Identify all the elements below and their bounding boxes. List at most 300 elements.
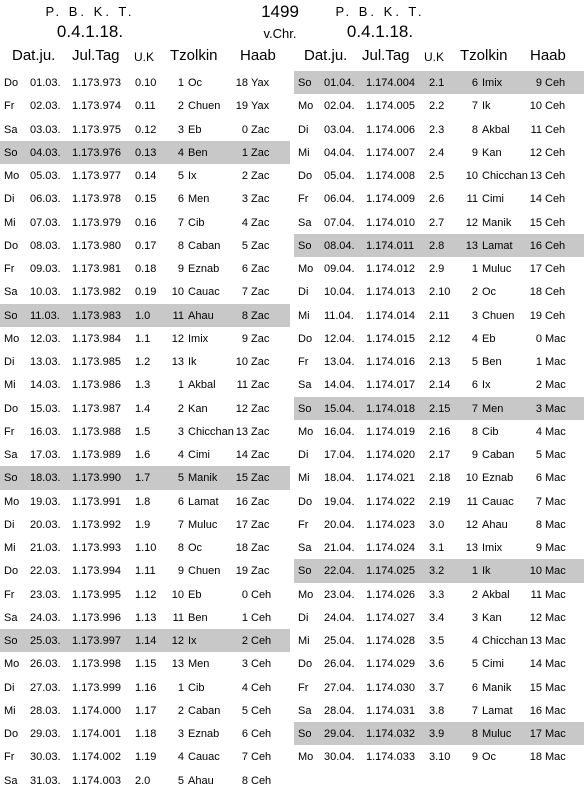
julian-day-cell: 1.174.007 bbox=[366, 146, 415, 159]
weekday-cell: Di bbox=[298, 286, 309, 299]
tzolkin-number-cell: 1 bbox=[471, 565, 478, 578]
julian-day-cell: 1.173.981 bbox=[72, 263, 121, 275]
haab-month-cell: Ceh bbox=[251, 751, 272, 764]
julian-day-cell: 1.173.996 bbox=[72, 611, 121, 624]
table-row bbox=[0, 559, 290, 582]
date-cell: 03.04. bbox=[324, 123, 355, 136]
date-cell: 26.04. bbox=[324, 658, 355, 671]
haab-number-cell: 2 bbox=[241, 170, 248, 182]
julian-day-cell: 1.173.973 bbox=[72, 77, 121, 89]
table-row bbox=[0, 699, 290, 722]
tzolkin-number-cell: 12 bbox=[171, 332, 184, 345]
uk-cell: 2.0 bbox=[135, 774, 151, 787]
tzolkin-number-cell: 3 bbox=[177, 425, 184, 438]
tzolkin-name-cell: Akbal bbox=[482, 588, 510, 601]
julian-day-cell: 1.174.028 bbox=[366, 635, 415, 647]
uk-cell: 0.14 bbox=[135, 170, 157, 182]
uk-cell: 1.9 bbox=[135, 518, 151, 531]
table-row bbox=[294, 443, 584, 466]
haab-number-cell: 8 bbox=[535, 518, 542, 531]
haab-month-cell: Mac bbox=[545, 449, 566, 461]
weekday-cell: So bbox=[298, 402, 312, 415]
weekday-cell: Sa bbox=[4, 611, 18, 624]
weekday-cell: Mo bbox=[298, 425, 314, 438]
table-row bbox=[0, 652, 290, 675]
uk-cell: 2.3 bbox=[429, 123, 445, 136]
date-cell: 20.04. bbox=[324, 518, 355, 531]
haab-number-cell: 6 bbox=[241, 263, 248, 275]
date-cell: 23.03. bbox=[30, 588, 61, 601]
julian-day-cell: 1.173.994 bbox=[72, 565, 121, 578]
date-cell: 01.04. bbox=[324, 77, 355, 89]
weekday-cell: So bbox=[4, 146, 18, 159]
haab-number-cell: 14 bbox=[235, 449, 248, 461]
tzolkin-number-cell: 1 bbox=[471, 263, 478, 275]
tzolkin-name-cell: Oc bbox=[482, 751, 497, 764]
table-row bbox=[294, 397, 584, 420]
tzolkin-number-cell: 7 bbox=[471, 704, 478, 717]
weekday-cell: Di bbox=[4, 518, 15, 531]
tzolkin-name-cell: Cauac bbox=[482, 495, 514, 508]
tzolkin-number-cell: 2 bbox=[177, 100, 184, 113]
haab-number-cell: 14 bbox=[529, 193, 542, 206]
uk-cell: 2.5 bbox=[429, 170, 445, 182]
weekday-cell: Fr bbox=[298, 681, 309, 694]
haab-month-cell: Ceh bbox=[251, 588, 272, 601]
haab-month-cell: Ceh bbox=[545, 193, 566, 206]
uk-cell: 2.14 bbox=[429, 379, 451, 392]
weekday-cell: Sa bbox=[4, 774, 18, 787]
tzolkin-number-cell: 12 bbox=[465, 216, 478, 229]
julian-day-cell: 1.174.010 bbox=[366, 216, 415, 229]
tzolkin-number-cell: 9 bbox=[471, 449, 478, 461]
haab-month-cell: Ceh bbox=[251, 611, 272, 624]
haab-month-cell: Zac bbox=[251, 425, 270, 438]
haab-number-cell: 8 bbox=[241, 309, 248, 322]
date-cell: 08.04. bbox=[324, 239, 355, 252]
julian-day-cell: 1.173.979 bbox=[72, 216, 121, 229]
julian-day-cell: 1.173.989 bbox=[72, 449, 121, 461]
haab-month-cell: Mac bbox=[545, 379, 566, 392]
tzolkin-name-cell: Men bbox=[482, 402, 504, 415]
weekday-cell: Fr bbox=[298, 193, 309, 206]
date-cell: 14.03. bbox=[30, 379, 61, 392]
tzolkin-number-cell: 3 bbox=[471, 309, 478, 322]
haab-month-cell: Mac bbox=[545, 658, 566, 671]
weekday-cell: Mi bbox=[4, 542, 16, 554]
haab-month-cell: Ceh bbox=[545, 146, 566, 159]
weekday-cell: Do bbox=[298, 495, 313, 508]
table-row bbox=[0, 304, 290, 327]
uk-cell: 0.11 bbox=[135, 100, 156, 113]
haab-number-cell: 18 bbox=[235, 77, 248, 89]
uk-cell: 1.4 bbox=[135, 402, 151, 415]
table-row bbox=[0, 722, 290, 745]
tzolkin-number-cell: 6 bbox=[471, 681, 478, 694]
date-cell: 10.03. bbox=[30, 286, 61, 299]
date-cell: 02.04. bbox=[324, 100, 355, 113]
tzolkin-name-cell: Manik bbox=[482, 681, 512, 694]
date-cell: 17.04. bbox=[324, 449, 355, 461]
table-row bbox=[0, 257, 290, 280]
uk-cell: 1.13 bbox=[135, 611, 157, 624]
tzolkin-name-cell: Ben bbox=[482, 356, 502, 368]
haab-month-cell: Zac bbox=[251, 565, 270, 578]
uk-cell: 1.19 bbox=[135, 751, 157, 764]
tzolkin-name-cell: Ix bbox=[482, 379, 491, 392]
date-cell: 25.04. bbox=[324, 635, 355, 647]
julian-day-cell: 1.173.992 bbox=[72, 518, 121, 531]
date-cell: 14.04. bbox=[324, 379, 355, 392]
uk-cell: 3.4 bbox=[429, 611, 445, 624]
haab-month-cell: Zac bbox=[251, 239, 270, 252]
haab-number-cell: 18 bbox=[529, 286, 542, 299]
tzolkin-name-cell: Chicchan bbox=[482, 170, 528, 182]
table-row bbox=[294, 373, 584, 396]
haab-number-cell: 4 bbox=[241, 681, 248, 694]
tzolkin-name-cell: Muluc bbox=[482, 263, 512, 275]
weekday-cell: Mi bbox=[4, 704, 16, 717]
tzolkin-name-cell: Men bbox=[188, 193, 210, 206]
haab-month-cell: Zac bbox=[251, 472, 270, 485]
julian-day-cell: 1.174.011 bbox=[366, 239, 415, 252]
julian-day-cell: 1.173.985 bbox=[72, 356, 121, 368]
weekday-cell: Di bbox=[4, 356, 15, 368]
haab-number-cell: 17 bbox=[235, 518, 248, 531]
haab-month-cell: Zac bbox=[251, 402, 270, 415]
tzolkin-number-cell: 5 bbox=[177, 170, 184, 182]
haab-month-cell: Zac bbox=[251, 170, 270, 182]
haab-month-cell: Zac bbox=[251, 518, 270, 531]
haab-number-cell: 12 bbox=[529, 611, 542, 624]
haab-number-cell: 6 bbox=[535, 472, 542, 485]
right-pbkt-date: 0.4.1.18. bbox=[346, 22, 414, 41]
table-row bbox=[294, 629, 584, 652]
weekday-cell: Mo bbox=[298, 100, 314, 113]
table-row bbox=[0, 280, 290, 303]
tzolkin-number-cell: 13 bbox=[465, 239, 478, 252]
uk-cell: 2.6 bbox=[429, 193, 445, 206]
tzolkin-name-cell: Caban bbox=[482, 449, 515, 461]
col-header-uk: U.K bbox=[424, 50, 445, 64]
tzolkin-name-cell: Ix bbox=[188, 635, 197, 647]
weekday-cell: So bbox=[298, 77, 312, 89]
haab-month-cell: Zac bbox=[251, 263, 270, 275]
haab-number-cell: 14 bbox=[529, 658, 542, 671]
tzolkin-name-cell: Ahau bbox=[482, 518, 508, 531]
table-row bbox=[294, 141, 584, 164]
uk-cell: 3.3 bbox=[429, 588, 445, 601]
tzolkin-name-cell: Oc bbox=[482, 286, 497, 299]
date-cell: 03.03. bbox=[30, 123, 61, 136]
date-cell: 27.04. bbox=[324, 681, 355, 694]
weekday-cell: So bbox=[4, 309, 18, 322]
table-row bbox=[0, 211, 290, 234]
haab-number-cell: 10 bbox=[235, 356, 248, 368]
julian-day-cell: 1.173.987 bbox=[72, 402, 121, 415]
haab-month-cell: Ceh bbox=[545, 100, 566, 113]
haab-number-cell: 18 bbox=[529, 751, 542, 764]
tzolkin-number-cell: 8 bbox=[177, 239, 184, 252]
uk-cell: 2.18 bbox=[429, 472, 451, 485]
haab-month-cell: Yax bbox=[251, 100, 270, 113]
right-column-headers bbox=[294, 47, 584, 69]
date-cell: 15.04. bbox=[324, 402, 355, 415]
julian-day-cell: 1.173.997 bbox=[72, 635, 121, 647]
julian-day-cell: 1.173.991 bbox=[72, 495, 121, 508]
date-cell: 28.03. bbox=[30, 704, 61, 717]
uk-cell: 2.9 bbox=[429, 263, 445, 275]
uk-cell: 1.17 bbox=[135, 704, 157, 717]
tzolkin-name-cell: Imix bbox=[188, 332, 209, 345]
tzolkin-name-cell: Ahau bbox=[188, 309, 214, 322]
table-row bbox=[294, 652, 584, 675]
date-cell: 21.03. bbox=[30, 542, 61, 554]
table-row bbox=[0, 397, 290, 420]
tzolkin-name-cell: Cimi bbox=[188, 449, 210, 461]
julian-day-cell: 1.174.024 bbox=[366, 542, 415, 554]
uk-cell: 2.7 bbox=[429, 216, 445, 229]
tzolkin-number-cell: 2 bbox=[471, 286, 478, 299]
tzolkin-number-cell: 11 bbox=[466, 193, 478, 206]
table-row bbox=[294, 71, 584, 94]
haab-number-cell: 16 bbox=[235, 495, 248, 508]
date-cell: 12.03. bbox=[30, 332, 61, 345]
table-row bbox=[294, 164, 584, 187]
tzolkin-name-cell: Chuen bbox=[188, 565, 221, 578]
weekday-cell: Mi bbox=[4, 216, 16, 229]
haab-number-cell: 1 bbox=[241, 146, 248, 159]
haab-month-cell: Mac bbox=[545, 728, 566, 740]
era-label: v.Chr. bbox=[263, 26, 297, 41]
haab-number-cell: 2 bbox=[241, 635, 248, 647]
date-cell: 02.03. bbox=[30, 100, 61, 113]
date-cell: 18.03. bbox=[30, 472, 61, 485]
date-cell: 08.03. bbox=[30, 239, 61, 252]
julian-day-cell: 1.174.014 bbox=[366, 309, 415, 322]
uk-cell: 2.16 bbox=[429, 425, 451, 438]
table-row bbox=[294, 234, 584, 257]
tzolkin-number-cell: 7 bbox=[471, 100, 478, 113]
table-row bbox=[294, 536, 584, 559]
julian-day-cell: 1.174.019 bbox=[366, 425, 415, 438]
tzolkin-name-cell: Ik bbox=[482, 565, 491, 578]
left-pbkt-date: 0.4.1.18. bbox=[56, 22, 124, 41]
haab-number-cell: 4 bbox=[241, 216, 248, 229]
haab-number-cell: 15 bbox=[235, 472, 248, 485]
haab-number-cell: 0 bbox=[241, 588, 248, 601]
julian-day-cell: 1.173.976 bbox=[72, 146, 121, 159]
tzolkin-number-cell: 6 bbox=[471, 379, 478, 392]
tzolkin-name-cell: Manik bbox=[482, 216, 512, 229]
julian-day-cell: 1.174.022 bbox=[366, 495, 415, 508]
table-row bbox=[0, 234, 290, 257]
tzolkin-number-cell: 4 bbox=[177, 449, 184, 461]
uk-cell: 1.11 bbox=[135, 565, 156, 578]
table-row bbox=[0, 769, 290, 792]
uk-cell: 3.6 bbox=[429, 658, 445, 671]
weekday-cell: Di bbox=[298, 449, 309, 461]
haab-number-cell: 2 bbox=[535, 379, 542, 392]
haab-month-cell: Mac bbox=[545, 495, 566, 508]
uk-cell: 1.6 bbox=[135, 449, 151, 461]
weekday-cell: Sa bbox=[4, 123, 18, 136]
uk-cell: 0.16 bbox=[135, 216, 157, 229]
weekday-cell: Fr bbox=[4, 100, 15, 113]
date-cell: 13.03. bbox=[30, 356, 61, 368]
uk-cell: 3.10 bbox=[429, 751, 451, 764]
julian-day-cell: 1.173.974 bbox=[72, 100, 121, 113]
haab-month-cell: Zac bbox=[251, 286, 270, 299]
uk-cell: 0.10 bbox=[135, 77, 157, 89]
haab-number-cell: 12 bbox=[235, 402, 248, 415]
julian-day-cell: 1.174.012 bbox=[366, 263, 415, 275]
tzolkin-number-cell: 8 bbox=[471, 425, 478, 438]
date-cell: 06.04. bbox=[324, 193, 355, 206]
uk-cell: 2.4 bbox=[429, 146, 445, 159]
tzolkin-number-cell: 7 bbox=[177, 216, 184, 229]
julian-day-cell: 1.174.002 bbox=[72, 751, 121, 764]
date-cell: 11.03. bbox=[30, 309, 60, 322]
weekday-cell: Do bbox=[4, 402, 19, 415]
weekday-cell: Do bbox=[4, 728, 19, 740]
haab-month-cell: Mac bbox=[545, 356, 566, 368]
haab-month-cell: Zac bbox=[251, 193, 270, 206]
uk-cell: 3.0 bbox=[429, 518, 445, 531]
tzolkin-name-cell: Chuen bbox=[482, 309, 515, 322]
julian-day-cell: 1.174.016 bbox=[366, 356, 415, 368]
weekday-cell: Mi bbox=[298, 309, 310, 322]
weekday-cell: Di bbox=[298, 611, 309, 624]
tzolkin-name-cell: Lamat bbox=[482, 239, 513, 252]
julian-day-cell: 1.173.980 bbox=[72, 239, 121, 252]
weekday-cell: Mo bbox=[4, 170, 20, 182]
uk-cell: 1.2 bbox=[135, 356, 151, 368]
table-row bbox=[294, 466, 584, 489]
tzolkin-name-cell: Men bbox=[188, 658, 210, 671]
haab-number-cell: 7 bbox=[241, 286, 248, 299]
date-cell: 01.03. bbox=[30, 77, 61, 89]
weekday-cell: Mo bbox=[298, 751, 314, 764]
haab-number-cell: 11 bbox=[530, 123, 542, 136]
haab-number-cell: 0 bbox=[241, 123, 248, 136]
table-row bbox=[0, 327, 290, 350]
weekday-cell: Do bbox=[298, 170, 313, 182]
tzolkin-number-cell: 4 bbox=[471, 332, 478, 345]
haab-number-cell: 8 bbox=[241, 774, 248, 787]
haab-number-cell: 17 bbox=[529, 263, 542, 275]
tzolkin-number-cell: 2 bbox=[471, 588, 478, 601]
col-header-julian: Jul.Tag bbox=[72, 47, 120, 64]
julian-day-cell: 1.174.033 bbox=[366, 751, 415, 764]
haab-number-cell: 10 bbox=[529, 100, 542, 113]
weekday-cell: Mi bbox=[298, 635, 310, 647]
uk-cell: 2.8 bbox=[429, 239, 445, 252]
tzolkin-name-cell: Cimi bbox=[482, 658, 504, 671]
tzolkin-name-cell: Cimi bbox=[482, 193, 504, 206]
haab-month-cell: Ceh bbox=[545, 123, 566, 136]
julian-day-cell: 1.173.988 bbox=[72, 425, 121, 438]
haab-month-cell: Ceh bbox=[251, 681, 272, 694]
weekday-cell: Fr bbox=[4, 751, 15, 764]
haab-month-cell: Zac bbox=[251, 332, 270, 345]
tzolkin-number-cell: 4 bbox=[471, 635, 478, 647]
tzolkin-number-cell: 5 bbox=[471, 658, 478, 671]
table-row bbox=[0, 745, 290, 768]
haab-month-cell: Mac bbox=[545, 565, 566, 578]
haab-month-cell: Ceh bbox=[545, 216, 566, 229]
weekday-cell: Di bbox=[4, 681, 15, 694]
tzolkin-name-cell: Chicchan bbox=[482, 635, 528, 647]
haab-month-cell: Ceh bbox=[545, 239, 566, 252]
julian-day-cell: 1.174.026 bbox=[366, 588, 415, 601]
tzolkin-number-cell: 8 bbox=[471, 728, 478, 740]
date-cell: 10.04. bbox=[324, 286, 355, 299]
tzolkin-name-cell: Ik bbox=[188, 356, 197, 368]
uk-cell: 1.3 bbox=[135, 379, 151, 392]
tzolkin-number-cell: 6 bbox=[471, 77, 478, 89]
table-row bbox=[0, 466, 290, 489]
weekday-cell: Do bbox=[4, 239, 19, 252]
haab-number-cell: 7 bbox=[241, 751, 248, 764]
tzolkin-name-cell: Eb bbox=[482, 332, 496, 345]
haab-month-cell: Mac bbox=[545, 611, 566, 624]
julian-day-cell: 1.174.009 bbox=[366, 193, 415, 206]
uk-cell: 2.12 bbox=[429, 332, 451, 345]
julian-day-cell: 1.174.003 bbox=[72, 774, 121, 787]
weekday-cell: Mi bbox=[298, 472, 310, 485]
tzolkin-number-cell: 10 bbox=[465, 170, 478, 182]
haab-number-cell: 4 bbox=[535, 425, 542, 438]
haab-month-cell: Ceh bbox=[545, 170, 566, 182]
uk-cell: 2.10 bbox=[429, 286, 451, 299]
date-cell: 19.03. bbox=[30, 495, 61, 508]
haab-number-cell: 9 bbox=[241, 332, 248, 345]
tzolkin-number-cell: 12 bbox=[465, 518, 478, 531]
uk-cell: 1.10 bbox=[135, 542, 157, 554]
weekday-cell: So bbox=[4, 635, 18, 647]
weekday-cell: Sa bbox=[298, 704, 312, 717]
date-cell: 31.03. bbox=[30, 774, 61, 787]
weekday-cell: So bbox=[298, 565, 312, 578]
julian-day-cell: 1.174.013 bbox=[366, 286, 415, 299]
table-row bbox=[294, 257, 584, 280]
weekday-cell: Sa bbox=[4, 286, 18, 299]
date-cell: 30.04. bbox=[324, 751, 355, 764]
haab-month-cell: Zac bbox=[251, 379, 270, 392]
weekday-cell: Fr bbox=[298, 518, 309, 531]
haab-number-cell: 9 bbox=[535, 77, 542, 89]
julian-day-cell: 1.174.004 bbox=[366, 77, 415, 89]
haab-month-cell: Zac bbox=[251, 356, 270, 368]
table-row bbox=[294, 350, 584, 373]
tzolkin-number-cell: 6 bbox=[177, 193, 184, 206]
julian-day-cell: 1.173.998 bbox=[72, 658, 121, 671]
tzolkin-number-cell: 11 bbox=[466, 495, 478, 508]
table-row bbox=[0, 420, 290, 443]
date-cell: 19.04. bbox=[324, 495, 355, 508]
julian-day-cell: 1.174.005 bbox=[366, 100, 415, 113]
date-cell: 13.04. bbox=[324, 356, 355, 368]
haab-number-cell: 11 bbox=[530, 588, 542, 601]
col-header-tzolkin: Tzolkin bbox=[460, 47, 508, 64]
tzolkin-name-cell: Cib bbox=[188, 216, 205, 229]
date-cell: 30.03. bbox=[30, 751, 61, 764]
col-header-haab: Haab bbox=[240, 47, 276, 64]
haab-month-cell: Ceh bbox=[251, 635, 272, 647]
tzolkin-number-cell: 10 bbox=[465, 472, 478, 485]
julian-day-cell: 1.174.020 bbox=[366, 449, 415, 461]
